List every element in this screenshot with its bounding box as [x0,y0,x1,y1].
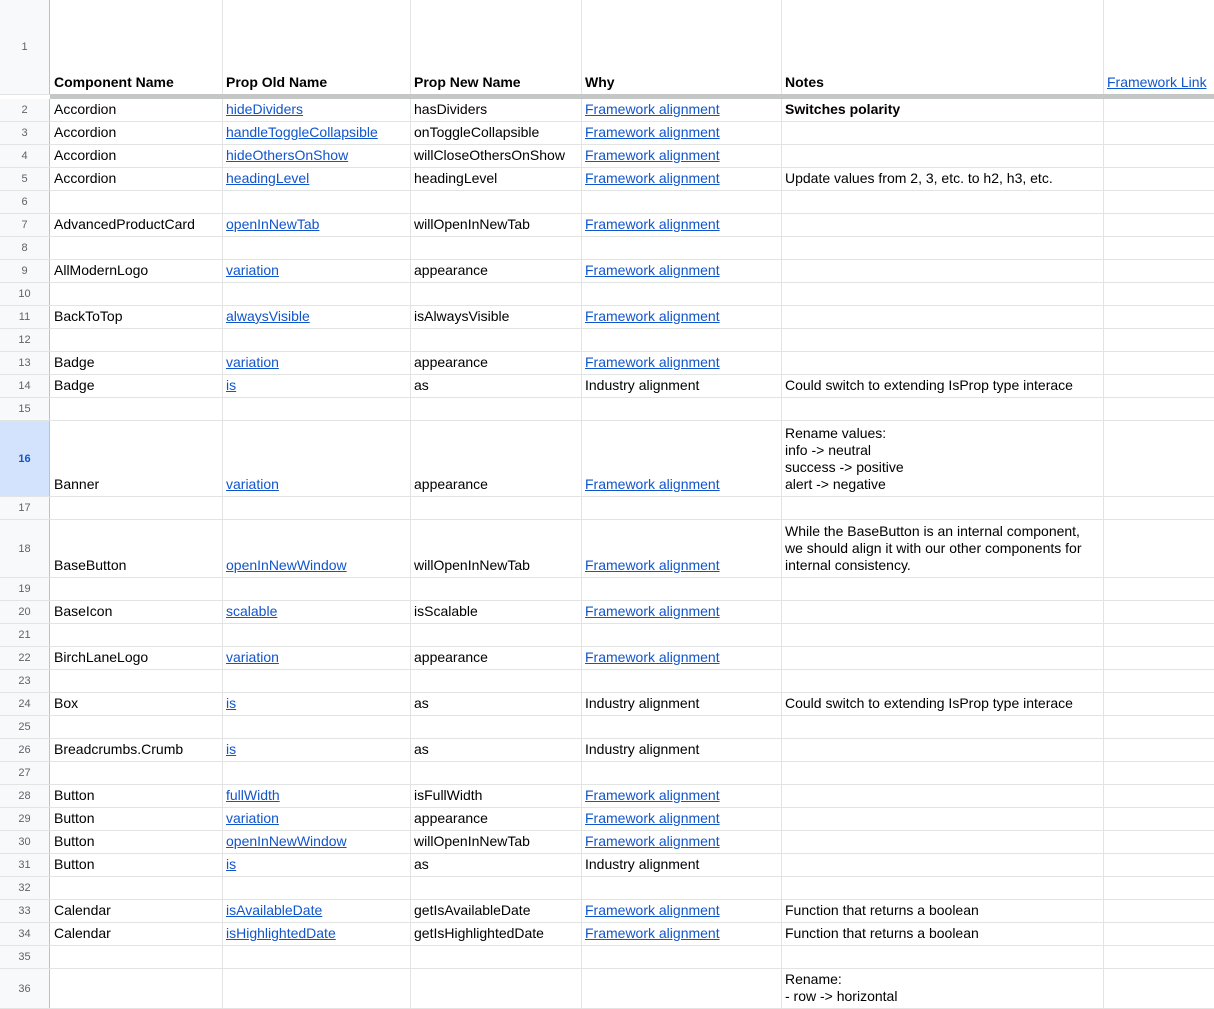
notes-cell[interactable] [781,946,1104,968]
prop-new-name-cell[interactable] [410,191,582,213]
notes-cell[interactable] [781,145,1104,167]
framework-link-cell[interactable] [1103,191,1214,213]
prop-new-name-cell[interactable] [410,969,582,1008]
prop-old-name-cell[interactable]: openInNewWindow [222,831,411,853]
prop-new-name-cell[interactable]: appearance [410,352,582,374]
framework-link-cell[interactable] [1103,969,1214,1008]
header-notes[interactable]: Notes [781,0,1104,94]
row-number[interactable]: 25 [0,716,50,738]
component-name-cell[interactable]: Badge [50,352,223,374]
framework-link-cell[interactable] [1103,260,1214,282]
why-cell[interactable]: Framework alignment [581,785,782,807]
prop-old-name-cell[interactable] [222,329,411,351]
prop-old-name-cell[interactable]: handleToggleCollapsible [222,122,411,144]
component-name-cell[interactable]: Accordion [50,145,223,167]
row-number[interactable]: 35 [0,946,50,968]
prop-new-name-cell[interactable]: willOpenInNewTab [410,520,582,577]
framework-link-cell[interactable] [1103,601,1214,623]
prop-old-name-cell[interactable] [222,762,411,784]
prop-old-name-cell[interactable] [222,283,411,305]
component-name-cell[interactable]: Accordion [50,168,223,190]
why-cell[interactable]: Framework alignment [581,520,782,577]
component-name-cell[interactable]: Badge [50,375,223,397]
component-name-cell[interactable]: Breadcrumbs.Crumb [50,739,223,761]
row-number[interactable]: 13 [0,352,50,374]
framework-link-cell[interactable] [1103,398,1214,420]
row-number[interactable]: 36 [0,969,50,1008]
why-cell[interactable]: Framework alignment [581,831,782,853]
why-cell[interactable] [581,578,782,600]
header-framework-link[interactable]: Framework Link [1107,74,1207,90]
header-prop-old-name[interactable]: Prop Old Name [222,0,411,94]
notes-cell[interactable] [781,191,1104,213]
notes-cell[interactable] [781,214,1104,236]
notes-cell[interactable]: Could switch to extending IsProp type interace [781,693,1104,715]
prop-old-name-cell[interactable] [222,624,411,646]
why-cell[interactable]: Framework alignment [581,260,782,282]
notes-cell[interactable] [781,122,1104,144]
framework-link-cell[interactable] [1103,329,1214,351]
why-cell[interactable] [581,624,782,646]
framework-link-cell[interactable] [1103,99,1214,121]
notes-cell[interactable] [781,497,1104,519]
component-name-cell[interactable]: BaseIcon [50,601,223,623]
row-number[interactable]: 32 [0,877,50,899]
prop-new-name-cell[interactable]: appearance [410,647,582,669]
framework-link-cell[interactable] [1103,283,1214,305]
notes-cell[interactable]: Function that returns a boolean [781,900,1104,922]
row-number[interactable]: 31 [0,854,50,876]
component-name-cell[interactable]: BackToTop [50,306,223,328]
framework-link-cell[interactable] [1103,854,1214,876]
framework-link-cell[interactable] [1103,670,1214,692]
why-cell[interactable]: Framework alignment [581,168,782,190]
component-name-cell[interactable] [50,283,223,305]
table-row [0,306,1214,329]
component-name-cell[interactable]: Box [50,693,223,715]
component-name-cell[interactable] [50,191,223,213]
table-row [0,739,1214,762]
row-number[interactable]: 5 [0,168,50,190]
notes-cell[interactable] [781,329,1104,351]
prop-old-name-cell[interactable] [222,191,411,213]
why-cell[interactable]: Framework alignment [581,900,782,922]
prop-new-name-cell[interactable] [410,497,582,519]
table-row [0,877,1214,900]
row-number[interactable]: 10 [0,283,50,305]
prop-new-name-cell[interactable] [410,329,582,351]
row-number[interactable]: 29 [0,808,50,830]
row-number[interactable]: 28 [0,785,50,807]
component-name-cell[interactable] [50,624,223,646]
notes-cell[interactable] [781,670,1104,692]
header-prop-new-name[interactable]: Prop New Name [410,0,582,94]
row-number[interactable]: 18 [0,520,50,577]
framework-link-cell[interactable] [1103,762,1214,784]
table-row [0,99,1214,122]
prop-new-name-cell[interactable]: willOpenInNewTab [410,214,582,236]
prop-new-name-cell[interactable]: appearance [410,808,582,830]
component-name-cell[interactable] [50,716,223,738]
component-name-cell[interactable]: Button [50,785,223,807]
table-row [0,601,1214,624]
prop-new-name-cell[interactable]: appearance [410,421,582,496]
prop-old-name-cell[interactable]: variation [222,421,411,496]
prop-new-name-cell[interactable] [410,283,582,305]
prop-new-name-cell[interactable]: isAlwaysVisible [410,306,582,328]
prop-old-name-cell[interactable]: is [222,739,411,761]
framework-link-cell[interactable] [1103,900,1214,922]
why-cell[interactable] [581,877,782,899]
notes-cell[interactable] [781,306,1104,328]
framework-link-cell[interactable] [1103,421,1214,496]
component-name-cell[interactable]: Banner [50,421,223,496]
why-cell[interactable]: Industry alignment [581,693,782,715]
prop-old-name-cell[interactable] [222,946,411,968]
framework-link-cell[interactable] [1103,520,1214,577]
why-cell[interactable] [581,398,782,420]
row-number[interactable]: 14 [0,375,50,397]
why-cell[interactable] [581,283,782,305]
row-number[interactable]: 12 [0,329,50,351]
prop-new-name-cell[interactable] [410,624,582,646]
component-name-cell[interactable]: BaseButton [50,520,223,577]
prop-old-name-cell[interactable]: fullWidth [222,785,411,807]
table-row [0,693,1214,716]
table-row [0,762,1214,785]
why-cell[interactable]: Framework alignment [581,923,782,945]
table-row [0,647,1214,670]
notes-cell[interactable] [781,237,1104,259]
table-row [0,520,1214,578]
row-number[interactable]: 22 [0,647,50,669]
prop-old-name-cell[interactable]: hideDividers [222,99,411,121]
notes-cell[interactable]: Switches polarity [781,99,1104,121]
prop-old-name-cell[interactable] [222,237,411,259]
framework-link-cell[interactable] [1103,375,1214,397]
prop-old-name-cell[interactable] [222,877,411,899]
why-cell[interactable]: Framework alignment [581,808,782,830]
prop-new-name-cell[interactable] [410,670,582,692]
table-row [0,854,1214,877]
table-row [0,946,1214,969]
row-number[interactable]: 2 [0,99,50,121]
framework-link-cell[interactable] [1103,693,1214,715]
prop-new-name-cell[interactable] [410,716,582,738]
prop-new-name-cell[interactable]: as [410,854,582,876]
prop-new-name-cell[interactable]: isScalable [410,601,582,623]
prop-old-name-cell[interactable]: variation [222,260,411,282]
framework-link-cell[interactable] [1103,923,1214,945]
component-name-cell[interactable] [50,578,223,600]
framework-link-cell[interactable] [1103,145,1214,167]
notes-cell[interactable] [781,877,1104,899]
row-number[interactable]: 20 [0,601,50,623]
why-cell[interactable] [581,969,782,1008]
component-name-cell[interactable] [50,946,223,968]
prop-old-name-cell[interactable]: variation [222,647,411,669]
table-row [0,808,1214,831]
table-row [0,329,1214,352]
framework-link-cell[interactable] [1103,624,1214,646]
framework-link-cell[interactable] [1103,716,1214,738]
row-number[interactable]: 8 [0,237,50,259]
prop-old-name-cell[interactable] [222,497,411,519]
notes-cell[interactable]: Rename: - row -> horizontal [781,969,1104,1008]
prop-new-name-cell[interactable]: getIsHighlightedDate [410,923,582,945]
framework-link-cell[interactable] [1103,122,1214,144]
why-cell[interactable]: Framework alignment [581,601,782,623]
framework-link-cell[interactable] [1103,831,1214,853]
prop-new-name-cell[interactable] [410,398,582,420]
row-number[interactable]: 3 [0,122,50,144]
prop-new-name-cell[interactable] [410,237,582,259]
prop-old-name-cell[interactable] [222,670,411,692]
component-name-cell[interactable] [50,670,223,692]
component-name-cell[interactable]: AllModernLogo [50,260,223,282]
prop-new-name-cell[interactable] [410,877,582,899]
notes-cell[interactable]: Rename values: info -> neutral success -> positive alert -> negative [781,421,1104,496]
why-cell[interactable]: Framework alignment [581,99,782,121]
prop-old-name-cell[interactable]: openInNewWindow [222,520,411,577]
table-row [0,352,1214,375]
prop-old-name-cell[interactable]: is [222,693,411,715]
component-name-cell[interactable]: Button [50,831,223,853]
row-number[interactable]: 9 [0,260,50,282]
table-row [0,670,1214,693]
why-cell[interactable]: Framework alignment [581,214,782,236]
framework-link-cell[interactable] [1103,497,1214,519]
component-name-cell[interactable]: Calendar [50,900,223,922]
table-row [0,785,1214,808]
table-row [0,716,1214,739]
component-name-cell[interactable] [50,762,223,784]
notes-cell[interactable] [781,260,1104,282]
prop-new-name-cell[interactable]: appearance [410,260,582,282]
framework-link-cell[interactable] [1103,946,1214,968]
prop-old-name-cell[interactable]: variation [222,352,411,374]
framework-link-cell[interactable] [1103,352,1214,374]
component-name-cell[interactable] [50,237,223,259]
prop-new-name-cell[interactable]: willCloseOthersOnShow [410,145,582,167]
why-cell[interactable]: Industry alignment [581,375,782,397]
row-number[interactable]: 24 [0,693,50,715]
row-number[interactable]: 27 [0,762,50,784]
table-row [0,421,1214,497]
prop-old-name-cell[interactable]: openInNewTab [222,214,411,236]
prop-new-name-cell[interactable] [410,762,582,784]
table-row [0,260,1214,283]
component-name-cell[interactable]: AdvancedProductCard [50,214,223,236]
table-row [0,497,1214,520]
framework-link-cell[interactable] [1103,785,1214,807]
notes-cell[interactable] [781,762,1104,784]
header-why[interactable]: Why [581,0,782,94]
prop-old-name-cell[interactable] [222,578,411,600]
prop-new-name-cell[interactable]: as [410,693,582,715]
row-number[interactable]: 4 [0,145,50,167]
row-number[interactable]: 1 [0,0,50,94]
row-number[interactable]: 19 [0,578,50,600]
prop-old-name-cell[interactable]: isAvailableDate [222,900,411,922]
row-number[interactable]: 33 [0,900,50,922]
prop-old-name-cell[interactable]: scalable [222,601,411,623]
prop-old-name-cell[interactable]: is [222,375,411,397]
why-cell[interactable] [581,237,782,259]
component-name-cell[interactable]: Accordion [50,99,223,121]
header-component-name[interactable]: Component Name [50,0,223,94]
component-name-cell[interactable]: Button [50,808,223,830]
table-row [0,923,1214,946]
component-name-cell[interactable] [50,398,223,420]
component-name-cell[interactable] [50,497,223,519]
notes-cell[interactable] [781,831,1104,853]
why-cell[interactable] [581,497,782,519]
row-number[interactable]: 7 [0,214,50,236]
row-number[interactable]: 26 [0,739,50,761]
why-cell[interactable]: Framework alignment [581,421,782,496]
table-row [0,214,1214,237]
notes-cell[interactable] [781,398,1104,420]
component-name-cell[interactable] [50,329,223,351]
prop-old-name-cell[interactable]: variation [222,808,411,830]
table-row [0,831,1214,854]
notes-cell[interactable] [781,352,1104,374]
prop-old-name-cell[interactable] [222,716,411,738]
framework-link-cell[interactable] [1103,578,1214,600]
row-number[interactable]: 16 [0,421,50,496]
prop-new-name-cell[interactable] [410,578,582,600]
framework-link-cell[interactable] [1103,877,1214,899]
prop-new-name-cell[interactable]: isFullWidth [410,785,582,807]
table-row [0,398,1214,421]
table-row [0,122,1214,145]
prop-new-name-cell[interactable]: willOpenInNewTab [410,831,582,853]
row-number[interactable]: 23 [0,670,50,692]
row-number[interactable]: 21 [0,624,50,646]
notes-cell[interactable] [781,854,1104,876]
framework-link-cell[interactable] [1103,214,1214,236]
header-row [0,0,1214,95]
notes-cell[interactable] [781,624,1104,646]
notes-cell[interactable]: Update values from 2, 3, etc. to h2, h3, etc. [781,168,1104,190]
table-row [0,578,1214,601]
component-name-cell[interactable] [50,877,223,899]
framework-link-cell[interactable] [1103,168,1214,190]
prop-old-name-cell[interactable] [222,398,411,420]
table-row [0,191,1214,214]
framework-link-cell[interactable] [1103,306,1214,328]
prop-old-name-cell[interactable]: alwaysVisible [222,306,411,328]
notes-cell[interactable] [781,578,1104,600]
prop-old-name-cell[interactable] [222,969,411,1008]
table-row [0,145,1214,168]
why-cell[interactable] [581,191,782,213]
why-cell[interactable]: Framework alignment [581,647,782,669]
prop-old-name-cell[interactable]: hideOthersOnShow [222,145,411,167]
prop-new-name-cell[interactable]: hasDividers [410,99,582,121]
why-cell[interactable] [581,716,782,738]
notes-cell[interactable]: While the BaseButton is an internal component, we should align it with our other components for internal consistency. [781,520,1104,577]
prop-old-name-cell[interactable]: headingLevel [222,168,411,190]
framework-link-cell[interactable] [1103,739,1214,761]
table-row [0,283,1214,306]
why-cell[interactable]: Industry alignment [581,854,782,876]
table-row [0,375,1214,398]
notes-cell[interactable] [781,647,1104,669]
table-row [0,168,1214,191]
prop-old-name-cell[interactable]: isHighlightedDate [222,923,411,945]
why-cell[interactable] [581,329,782,351]
why-cell[interactable]: Framework alignment [581,306,782,328]
component-name-cell[interactable]: Calendar [50,923,223,945]
framework-link-cell[interactable] [1103,808,1214,830]
notes-cell[interactable] [781,283,1104,305]
component-name-cell[interactable]: Accordion [50,122,223,144]
why-cell[interactable]: Framework alignment [581,352,782,374]
framework-link-cell[interactable] [1103,647,1214,669]
notes-cell[interactable] [781,601,1104,623]
why-cell[interactable]: Industry alignment [581,739,782,761]
prop-new-name-cell[interactable]: as [410,375,582,397]
row-number[interactable]: 34 [0,923,50,945]
table-row [0,624,1214,647]
notes-cell[interactable] [781,716,1104,738]
table-row [0,969,1214,1009]
prop-new-name-cell[interactable]: as [410,739,582,761]
row-number[interactable]: 30 [0,831,50,853]
table-row [0,900,1214,923]
row-number[interactable]: 11 [0,306,50,328]
prop-old-name-cell[interactable]: is [222,854,411,876]
component-name-cell[interactable] [50,969,223,1008]
component-name-cell[interactable]: Button [50,854,223,876]
prop-new-name-cell[interactable] [410,946,582,968]
framework-link-cell[interactable] [1103,237,1214,259]
prop-new-name-cell[interactable]: onToggleCollapsible [410,122,582,144]
why-cell[interactable]: Framework alignment [581,122,782,144]
why-cell[interactable]: Framework alignment [581,145,782,167]
why-cell[interactable] [581,670,782,692]
prop-new-name-cell[interactable]: getIsAvailableDate [410,900,582,922]
notes-cell[interactable] [781,739,1104,761]
row-number[interactable]: 6 [0,191,50,213]
row-number[interactable]: 15 [0,398,50,420]
component-name-cell[interactable]: BirchLaneLogo [50,647,223,669]
prop-new-name-cell[interactable]: headingLevel [410,168,582,190]
notes-cell[interactable] [781,785,1104,807]
why-cell[interactable] [581,946,782,968]
notes-cell[interactable] [781,808,1104,830]
table-row [0,237,1214,260]
row-number[interactable]: 17 [0,497,50,519]
why-cell[interactable] [581,762,782,784]
notes-cell[interactable]: Could switch to extending IsProp type interace [781,375,1104,397]
notes-cell[interactable]: Function that returns a boolean [781,923,1104,945]
